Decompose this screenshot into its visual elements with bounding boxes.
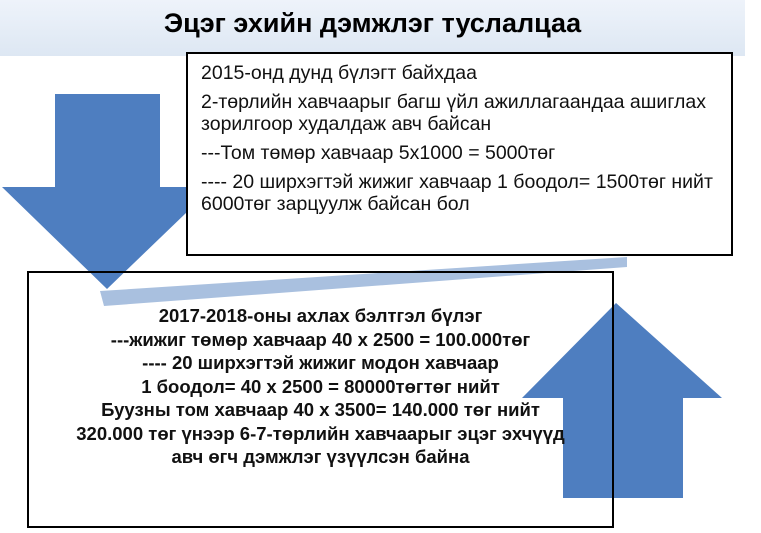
top-info-box [186,52,733,256]
top-line-4: ---- 20 ширхэгтэй жижиг хавчаар 1 боодол= 1500төг нийт 6000төг зарцуулж байсан бол [201,171,713,215]
bottom-line-1: 2017-2018-оны ахлах бэлтгэл бүлэг [158,305,483,326]
down-arrow-icon [2,94,213,289]
bottom-line-5: Буузны том хавчаар 40 х 3500= 140.000 төг нийт [101,399,540,420]
bottom-line-6: 320.000 төг үнээр 6-7-төрлийн хавчаарыг эцэг эхчүүд [76,422,565,444]
top-line-3: ---Том төмөр хавчаар 5х1000 = 5000төг [201,142,556,164]
bottom-line-2: ---жижиг төмөр хавчаар 40 х 2500 = 100.000төг [110,328,531,350]
bottom-line-4: 1 боодол= 40 х 2500 = 80000төгтөг нийт [141,375,500,397]
top-line-1: 2015-онд дунд бүлэгт байхдаа [201,62,477,84]
bottom-line-7: авч өгч дэмжлэг үзүүлсэн байна [171,446,470,467]
top-line-2: 2-төрлийн хавчаарыг багш үйл ажиллагаандаа ашиглах зорилгоор худалдаж авч байсан [201,91,706,135]
page-title: Эцэг эхийн дэмжлэг туслалцаа [163,8,582,38]
bottom-line-3: ---- 20 ширхэгтэй жижиг модон хавчаар [142,352,499,373]
bottom-info-text [27,304,614,469]
